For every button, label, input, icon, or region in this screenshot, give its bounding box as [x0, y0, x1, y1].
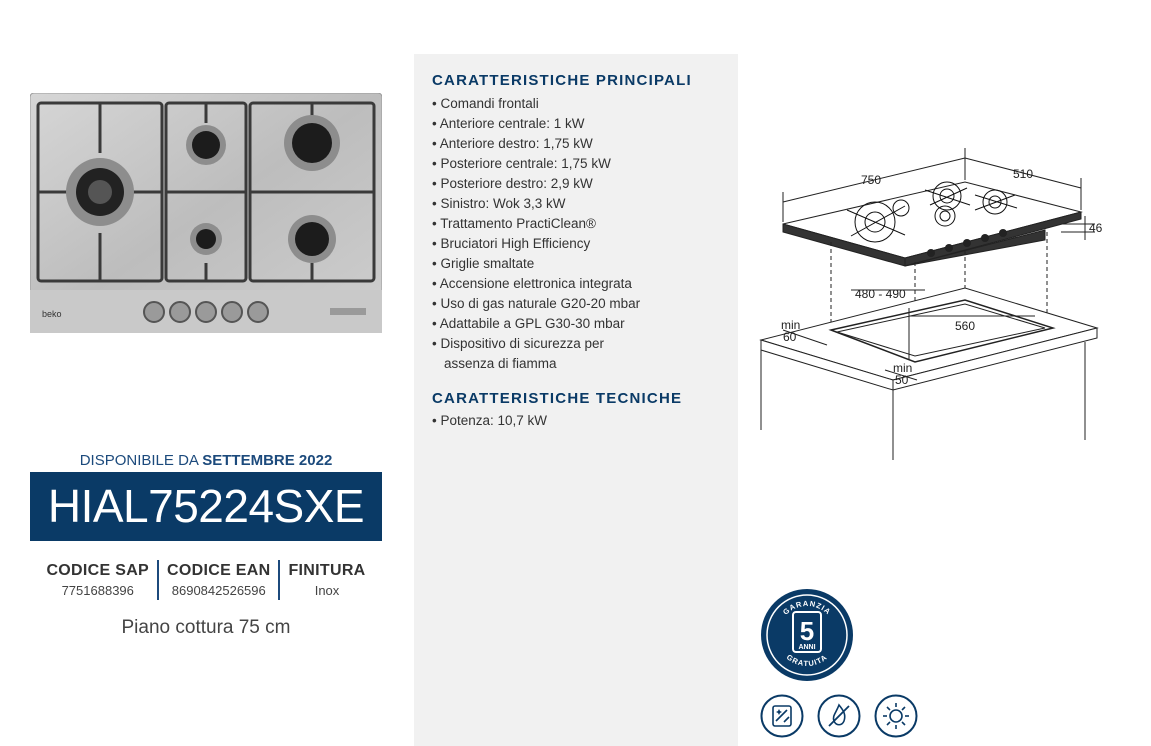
product-image: [30, 93, 382, 333]
code-sap: [38, 560, 157, 600]
feature-item: • Dispositivo di sicurezza per assenza di fiamma: [432, 334, 644, 374]
dim-height: 46: [1089, 221, 1103, 235]
technical-features-title: CARATTERISTICHE TECNICHE: [432, 390, 683, 407]
availability-date: SETTEMBRE 2022: [202, 452, 333, 469]
dim-width: 750: [861, 173, 882, 187]
feature-item: • Griglie smaltate: [432, 254, 644, 274]
feature-item: • Bruciatori High Efficiency: [432, 234, 644, 254]
warranty-top: GARANZIA: [781, 598, 833, 617]
feature-item: • Posteriore destro: 2,9 kW: [432, 174, 644, 194]
warranty-bottom: GRATUITA: [784, 652, 830, 669]
dim-min-front-label: min: [893, 361, 913, 375]
product-codes: [30, 560, 382, 600]
technical-features-list: [432, 411, 547, 431]
feature-item: • Sinistro: Wok 3,3 kW: [432, 194, 644, 214]
feature-item: • Uso di gas naturale G20-20 mbar: [432, 294, 644, 314]
dim-min-left: 60: [783, 330, 797, 344]
feature-item: • Adattabile a GPL G30-30 mbar: [432, 314, 644, 334]
main-features-list: [432, 94, 644, 374]
warranty-years: 5: [799, 616, 815, 646]
availability-label: [30, 452, 382, 469]
burner-efficiency-icon: [874, 694, 918, 738]
code-sap-value: 7751688396: [61, 583, 134, 598]
feature-item: • Anteriore centrale: 1 kW: [432, 114, 644, 134]
technical-item: • Potenza: 10,7 kW: [432, 411, 547, 431]
code-ean-value: 8690842526596: [171, 583, 266, 598]
feature-item: • Accensione elettronica integrata: [432, 274, 644, 294]
dim-cutout-width: 560: [955, 319, 976, 333]
code-ean-label: CODICE EAN: [167, 562, 271, 579]
finish-label: FINITURA: [288, 562, 366, 579]
flame-safety-icon: [817, 694, 861, 738]
dim-depth: 510: [1013, 167, 1034, 181]
model-name: HIAL75224SXE: [30, 472, 382, 541]
feature-item: • Posteriore centrale: 1,75 kW: [432, 154, 644, 174]
product-image-brand: beko: [42, 309, 62, 319]
availability-prefix: DISPONIBILE DA: [79, 452, 203, 469]
main-features-title: CARATTERISTICHE PRINCIPALI: [432, 72, 692, 89]
dim-min-front: 50: [895, 373, 909, 387]
warranty-unit: ANNI: [798, 644, 816, 651]
feature-item: • Trattamento PractiClean®: [432, 214, 644, 234]
easy-clean-icon: [760, 694, 804, 738]
finish-value: Inox: [314, 583, 340, 598]
dim-cutout-depth: 480 - 490: [855, 287, 906, 301]
warranty-badge: [760, 588, 854, 682]
product-type: Piano cottura 75 cm: [121, 617, 291, 638]
dimension-drawing: [755, 140, 1125, 470]
feature-item: • Anteriore destro: 1,75 kW: [432, 134, 644, 154]
code-sap-label: CODICE SAP: [46, 562, 150, 579]
code-ean: [157, 560, 278, 600]
dim-min-left-label: min: [781, 318, 801, 332]
feature-item: • Comandi frontali: [432, 94, 644, 114]
finish: [278, 560, 373, 600]
